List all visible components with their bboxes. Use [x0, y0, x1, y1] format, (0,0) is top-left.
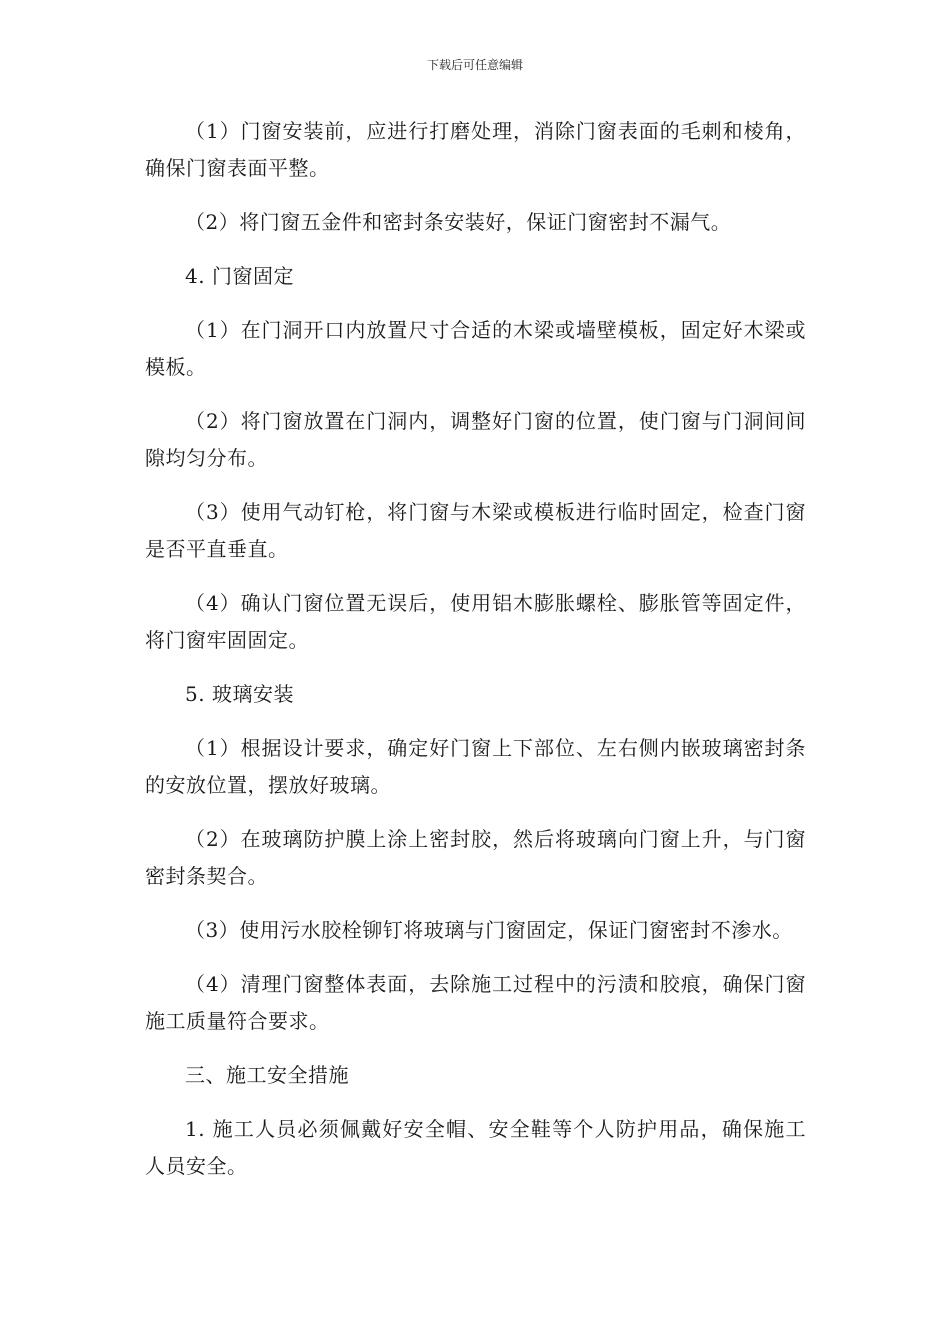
paragraph-item: （1）门窗安装前，应进行打磨处理，消除门窗表面的毛刺和棱角，确保门窗表面平整。: [145, 119, 806, 180]
page-header-note: 下载后可任意编辑: [426, 58, 523, 72]
section-heading: 三、施工安全措施: [185, 1063, 349, 1087]
document-body: [145, 113, 806, 1202]
paragraph-item: （2）将门窗五金件和密封条安装好，保证门窗密封不漏气。: [185, 210, 732, 234]
paragraph-item: （3）使用污水胶栓铆钉将玻璃与门窗固定，保证门窗密封不渗水。: [185, 918, 793, 942]
section-heading: 4. 门窗固定: [185, 264, 294, 288]
section-heading: 5. 玻璃安装: [185, 682, 294, 706]
paragraph-item: （2）将门窗放置在门洞内，调整好门窗的位置，使门窗与门洞间间隙均匀分布。: [145, 409, 806, 470]
paragraph-item: （4）清理门窗整体表面，去除施工过程中的污渍和胶痕，确保门窗施工质量符合要求。: [145, 972, 806, 1033]
paragraph-item: （1）在门洞开口内放置尺寸合适的木梁或墙壁模板，固定好木梁或模板。: [145, 318, 806, 379]
paragraph-item: （2）在玻璃防护膜上涂上密封胶，然后将玻璃向门窗上升，与门窗密封条契合。: [145, 827, 806, 888]
paragraph-item: （1）根据设计要求，确定好门窗上下部位、左右侧内嵌玻璃密封条的安放位置，摆放好玻璃。: [145, 736, 806, 797]
paragraph-item: 1. 施工人员必须佩戴好安全帽、安全鞋等个人防护用品，确保施工人员安全。: [145, 1117, 806, 1178]
paragraph-item: （3）使用气动钉枪，将门窗与木梁或模板进行临时固定，检查门窗是否平直垂直。: [145, 500, 806, 561]
paragraph-item: （4）确认门窗位置无误后，使用铝木膨胀螺栓、膨胀管等固定件，将门窗牢固固定。: [145, 591, 806, 652]
